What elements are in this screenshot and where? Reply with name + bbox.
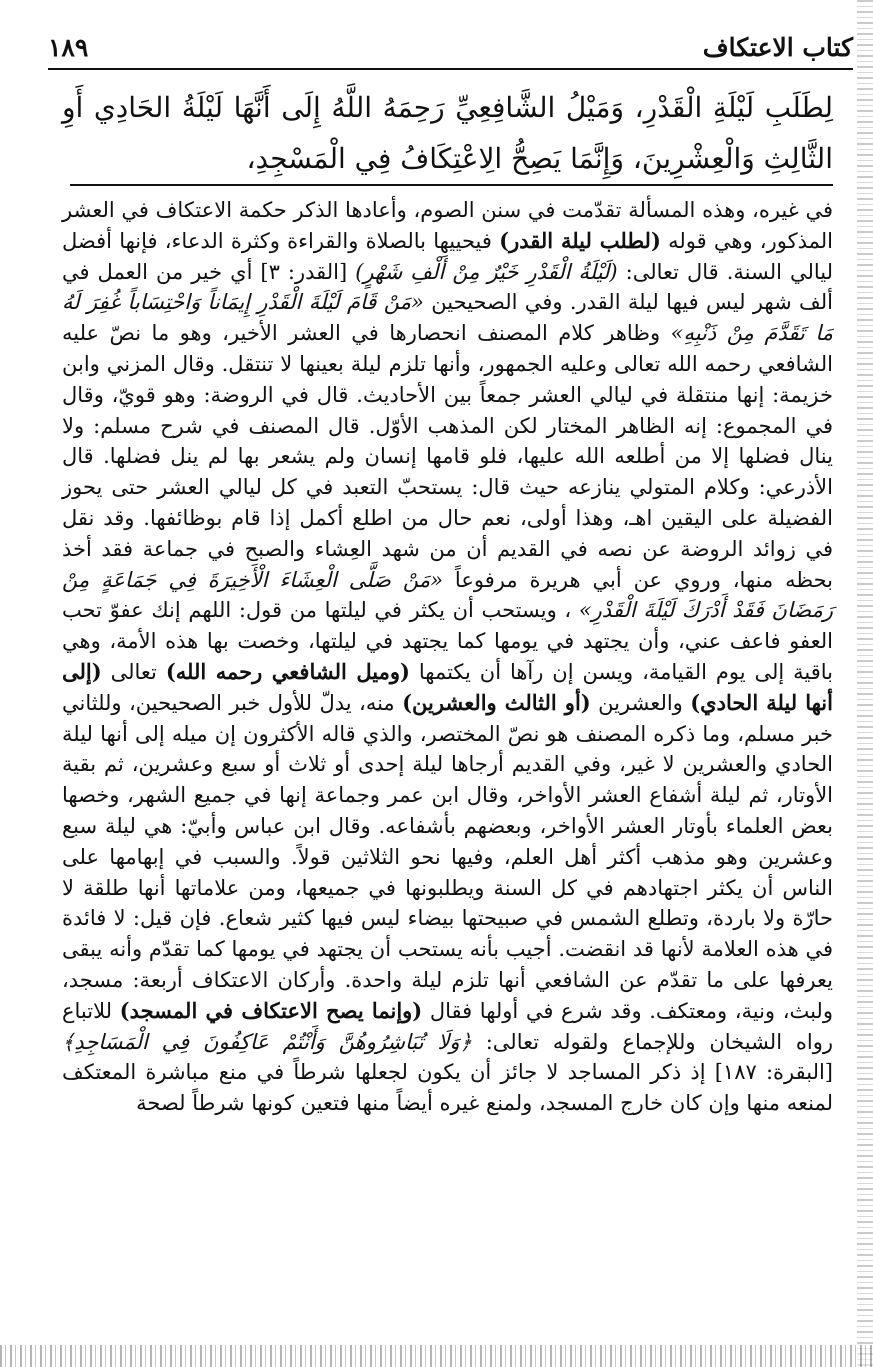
main-text [62,82,833,184]
commentary-segment: فيحييها بالصلاة والقراءة وكثرة الدعاء، فإنها أفضل ليالي السنة. قال تعالى: [62,228,833,284]
commentary-segment: [البقرة: ١٨٧] إذ ذكر المساجد لا جائز أن يكون لجعلها شرطاً في منع مباشرة المعتكف لمنعه منها وإن كان خارج المسجد، ولمنع غيره أيضاً منها فتعين كونها شرطاً لصحة [62,1060,833,1116]
matn-paragraph: لِطَلَبِ لَيْلَةِ الْقَدْرِ، وَمَيْلُ الشَّافِعِيِّ رَحِمَهُ اللَّهُ إِلَى أَنَّهَا لَيْلَةُ الحَادِي أَوِ الثَّالِثِ وَالْعِشْرِينَ، وَإِنَّمَا يَصِحُّ الِاعْتِكَافُ فِي الْمَسْجِدِ، [62,91,833,175]
matn-quote-3: (إلى أنها ليلة الحادي) [62,658,833,715]
running-header [48,30,853,68]
matn-separator-rule [70,184,833,186]
header-rule [48,68,853,70]
matn-quote-4: (أو الثالث والعشرين) [402,689,591,715]
commentary-segment: [القدر: ٣] أي خير من العمل في ألف شهر ليس فيها ليلة القدر. وفي الصحيحين [62,259,834,315]
chapter-title: كتاب الاعتكاف [702,33,853,62]
commentary-segment: والعشرين [598,690,683,715]
commentary-segment: تعالى [110,659,157,684]
hadith-quote: «مَنْ قَامَ لَيْلَةَ الْقَدْرِ إِيمَاناً وَاحْتِسَاباً غُفِرَ لَهُ مَا تَقَدَّمَ مِنْ ذَنْبِهِ» [62,290,833,346]
matn-quote-2: (وميل الشافعي رحمه الله) [165,658,410,684]
commentary-segment: ، ويستحب أن يكثر في ليلتها من قول: اللهم إنك عفوّ تحب العفو فاعف عني، وأن يجتهد في يومها كما يجتهد في ليلتها، وخصت بها هذه الأمة، وهي باقية إلى يوم القيامة، ويسن إن رآها أن يكتمها [62,598,833,684]
matn-quote-5: (وإنما يصح الاعتكاف في المسجد) [119,997,423,1023]
commentary-segment: منه، يدلّ للأول خبر الصحيحين، وللثاني خبر مسلم، وما ذكره المصنف هو نصّ المختصر، والذي قاله الأكثرون إن ميله إلى أنها ليلة الحادي والعشرين لا غير، وفي القديم أرجاها ليلة إحدى أو ثلاث أو سبع وعشرين، ثم بقية الأوتار، ثم ليلة أشفاع العشر الأواخر، وقال ابن عمر وجماعة إنها في جميع الشهر، وخصها بعض العلماء بأوتار العشر الأواخر، وبعضهم بأشفاعه. وقال ابن عباس وأبيّ: هي ليلة سبع وعشرين وهو مذهب أكثر أهل العلم، وفيها نحو الثلاثين قولاً. والسبب في إبهامها على الناس أن يكثر اجتهادهم في كل السنة ويطلبونها في جميعها، ومن علاماتها أنها طلقة لا حارّة ولا باردة، وتطلع الشمس في صبيحتها بيضاء ليس فيها كثير شعاع. فإن قيل: لا فائدة في هذه العلامة لأنها قد انقضت. أجيب بأنه يستحب أن يجتهد في يومها كما تقدّم وأنه يبقى يعرفها على ما تقدّم عن الشافعي أنها تلزم ليلة واحدة. وأركان الاعتكاف أربعة: مسجد، ولبث، ونية، ومعتكف. وقد شرع في أولها فقال [62,690,833,1023]
matn-quote-1: (لطلب ليلة القدر) [499,227,661,253]
commentary-text [62,195,833,1119]
commentary-segment: في غيره، وهذه المسألة تقدّمت في سنن الصوم، وأعادها الذكر حكمة الاعتكاف في العشر المذكور، وهي قوله [62,198,833,253]
quran-quote: (لَيْلَةُ الْقَدْرِ خَيْرٌ مِنْ أَلْفِ شَهْرٍ) [355,259,618,284]
bottom-ornament-border [0,1345,873,1367]
page-edge-ornament [857,0,873,1367]
commentary-segment: وظاهر كلام المصنف انحصارها في العشر الأخير، وهو ما نصّ عليه الشافعي رحمه الله تعالى وعليه الجمهور، وأنها تلزم ليلة بعينها لا تنتقل. وقال المزني وابن خزيمة: إنها منتقلة في ليالي العشر جمعاً بين الأحاديث. قال في الروضة: وهو قويّ، وقال في المجموع: إنه الظاهر المختار لكن المذهب الأوّل. قال المصنف في شرح مسلم: ولا ينال فضلها إلا من أطلعه الله عليها، فلو قامها إنسان ولم يشعر بها لم ينل فضلها. قال الأذرعي: وكلام المتولي ينازعه حيث قال: يستحبّ التعبد في كل ليالي العشر حتى يحوز الفضيلة على اليقين اهـ، وهذا أولى، نعم حال من اطلع أكمل إذا قام بوظائفها. وقد نقل في زوائد الروضة عن نصه في القديم أن من شهد العِشاء والصبح في جماعة فقد أخذ بحظه منها، وروي عن أبي هريرة مرفوعاً [62,321,833,592]
commentary-segment: للاتباع رواه الشيخان وللإجماع ولقوله تعالى: [62,998,833,1054]
quran-quote: ﴿وَلَا تُبَاشِرُوهُنَّ وَأَنْتُمْ عَاكِفُونَ فِي الْمَسَاجِدِ﴾ [62,1029,472,1054]
page-number: ١٨٩ [48,33,89,62]
commentary-paragraph [62,195,833,1119]
hadith-quote: «مَنْ صَلَّى الْعِشَاءَ الْأَخِيرَةَ فِي جَمَاعَةٍ مِنْ رَمَضَانَ فَقَدْ أَدْرَكَ لَيْلَةَ الْقَدْرِ» [62,567,833,623]
